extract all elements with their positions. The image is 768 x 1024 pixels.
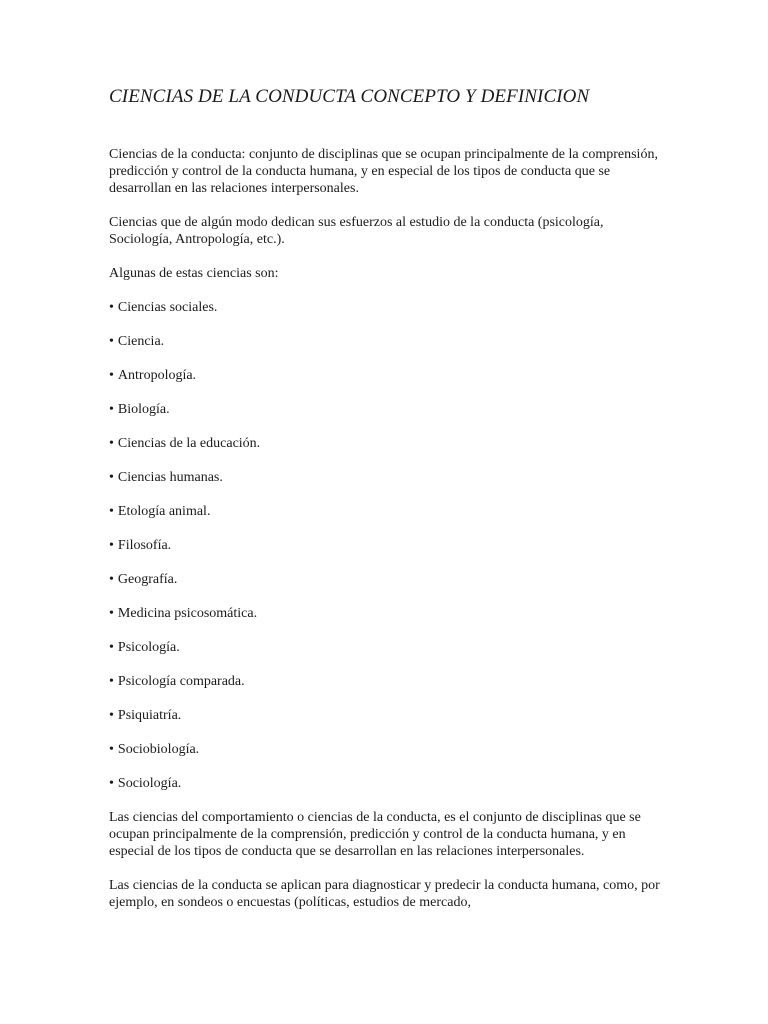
list-item bbox=[109, 469, 669, 486]
document-page bbox=[109, 84, 669, 928]
list-item-text: Biología. bbox=[117, 402, 170, 417]
bullet-icon: • bbox=[109, 742, 114, 757]
list-item-text: Psicología. bbox=[117, 640, 180, 655]
bullet-icon: • bbox=[109, 640, 114, 655]
bullet-icon: • bbox=[109, 300, 114, 315]
list-item bbox=[109, 605, 669, 622]
list-item bbox=[109, 333, 669, 350]
list-item bbox=[109, 401, 669, 418]
bullet-icon: • bbox=[109, 504, 114, 519]
list-item-text: Psicología comparada. bbox=[117, 674, 245, 689]
list-item-text: Medicina psicosomática. bbox=[117, 606, 258, 621]
bullet-icon: • bbox=[109, 436, 114, 451]
bullet-icon: • bbox=[109, 470, 114, 485]
list-item-text: Antropología. bbox=[117, 368, 197, 383]
list-item-text: Ciencias de la educación. bbox=[117, 436, 261, 451]
list-item bbox=[109, 571, 669, 588]
bullet-icon: • bbox=[109, 572, 114, 587]
bullet-icon: • bbox=[109, 606, 114, 621]
closing-paragraph-2: Las ciencias de la conducta se aplican para diagnosticar y predecir la conducta humana, como, por ejemplo, en sondeos o encuestas (políticas, estudios de mercado, bbox=[109, 878, 660, 910]
list-item bbox=[109, 775, 669, 792]
bullet-icon: • bbox=[109, 776, 114, 791]
list-item bbox=[109, 435, 669, 452]
list-item-text: Etología animal. bbox=[117, 504, 211, 519]
bullet-icon: • bbox=[109, 368, 114, 383]
list-item bbox=[109, 503, 669, 520]
list-item bbox=[109, 537, 669, 554]
closing-paragraph-1: Las ciencias del comportamiento o ciencias de la conducta, es el conjunto de disciplinas que se ocupan principalmente de la comprensión, predicción y control de la conducta humana, y en especial de los tipos de conducta que se desarrollan en las relaciones interpersonales. bbox=[109, 810, 641, 859]
intro-paragraph-3: Algunas de estas ciencias son: bbox=[109, 266, 279, 281]
sciences-list bbox=[109, 299, 669, 792]
list-item bbox=[109, 299, 669, 316]
list-item-text: Geografía. bbox=[117, 572, 178, 587]
list-item-text: Sociología. bbox=[117, 776, 182, 791]
list-item bbox=[109, 741, 669, 758]
list-item-text: Psiquiatría. bbox=[117, 708, 182, 723]
bullet-icon: • bbox=[109, 402, 114, 417]
list-item-text: Ciencia. bbox=[117, 334, 165, 349]
bullet-icon: • bbox=[109, 538, 114, 553]
list-item bbox=[109, 639, 669, 656]
list-item-text: Filosofía. bbox=[117, 538, 172, 553]
intro-paragraph-1: Ciencias de la conducta: conjunto de disciplinas que se ocupan principalmente de la comprensión, predicción y control de la conducta humana, y en especial de los tipos de conducta que se desarrollan en las relaciones interpersonales. bbox=[109, 147, 658, 196]
bullet-icon: • bbox=[109, 674, 114, 689]
list-item bbox=[109, 673, 669, 690]
list-item-text: Ciencias humanas. bbox=[117, 470, 223, 485]
bullet-icon: • bbox=[109, 708, 114, 723]
intro-paragraph-2: Ciencias que de algún modo dedican sus esfuerzos al estudio de la conducta (psicología, Sociología, Antropología, etc.). bbox=[109, 215, 604, 247]
list-item bbox=[109, 367, 669, 384]
list-item bbox=[109, 707, 669, 724]
document-title: CIENCIAS DE LA CONDUCTA CONCEPTO Y DEFINICION bbox=[109, 86, 590, 107]
list-item-text: Ciencias sociales. bbox=[117, 300, 218, 315]
list-item-text: Sociobiología. bbox=[117, 742, 200, 757]
bullet-icon: • bbox=[109, 334, 114, 349]
